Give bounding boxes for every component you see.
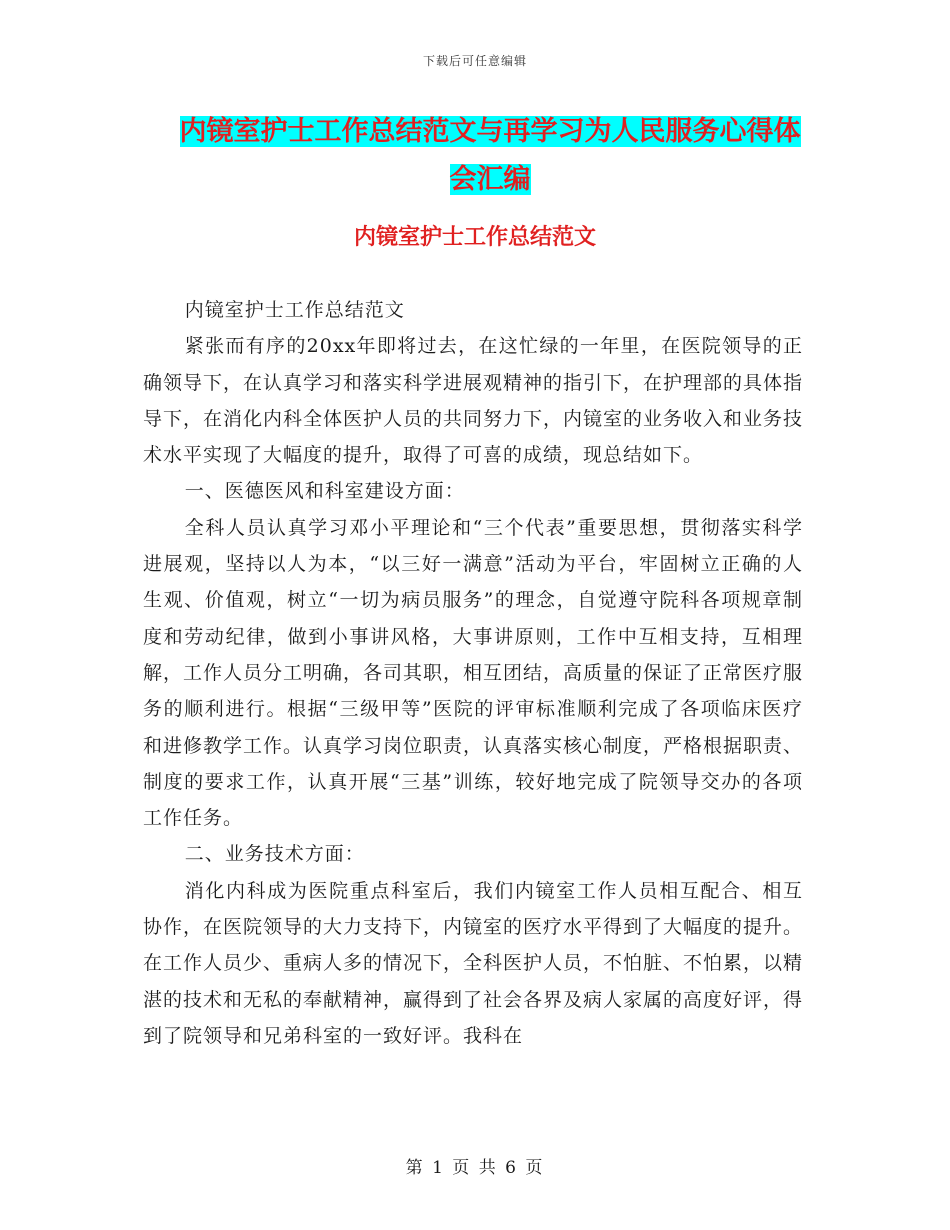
paragraph-heading-2: 二、业务技术方面： xyxy=(184,843,365,866)
main-title-line2: 会汇编 xyxy=(449,164,531,195)
main-title xyxy=(140,108,840,204)
header-note: 下载后可任意编辑 xyxy=(422,54,527,68)
body-text xyxy=(143,292,803,1054)
main-title-line1: 内镜室护士工作总结范文与再学习为人民服务心得体 xyxy=(179,116,801,147)
page-footer: 第 1 页 共 6 页 xyxy=(405,1158,545,1178)
paragraph-ethics: 全科人员认真学习邓小平理论和“三个代表”重要思想，贯彻落实科学进展观，坚持以人为本，“以三好一满意”活动为平台，牢固树立正确的人生观、价值观，树立“一切为病员服务”的理念，自觉遵守院科各项规章制度和劳动纪律，做到小事讲风格，大事讲原则，工作中互相支持，互相理解，工作人员分工明确，各司其职，相互团结，高质量的保证了正常医疗服务的顺利进行。根据“三级甲等”医院的评审标准顺利完成了各项临床医疗和进修教学工作。认真学习岗位职责，认真落实核心制度，严格根据职责、制度的要求工作，认真开展“三基”训练，较好地完成了院领导交办的各项工作任务。 xyxy=(143,516,804,830)
paragraph-intro: 紧张而有序的20xx年即将过去，在这忙绿的一年里，在医院领导的正确领导下，在认真学习和落实科学进展观精神的指引下，在护理部的具体指导下，在消化内科全体医护人员的共同努力下，内镜室的业务收入和业务技术水平实现了大幅度的提升，取得了可喜的成绩，现总结如下。 xyxy=(143,335,804,467)
paragraph-technique: 消化内科成为医院重点科室后，我们内镜室工作人员相互配合、相互协作，在医院领导的大力支持下，内镜室的医疗水平得到了大幅度的提升。在工作人员少、重病人多的情况下，全科医护人员，不怕脏、不怕累，以精湛的技术和无私的奉献精神，赢得到了社会各界及病人家属的高度好评，得到了院领导和兄弟科室的一致好评。我科在 xyxy=(143,879,804,1047)
paragraph-heading-1: 一、医德医风和科室建设方面： xyxy=(184,480,465,503)
paragraph-subtitle: 内镜室护士工作总结范文 xyxy=(184,299,405,321)
section-title: 内镜室护士工作总结范文 xyxy=(353,225,596,250)
